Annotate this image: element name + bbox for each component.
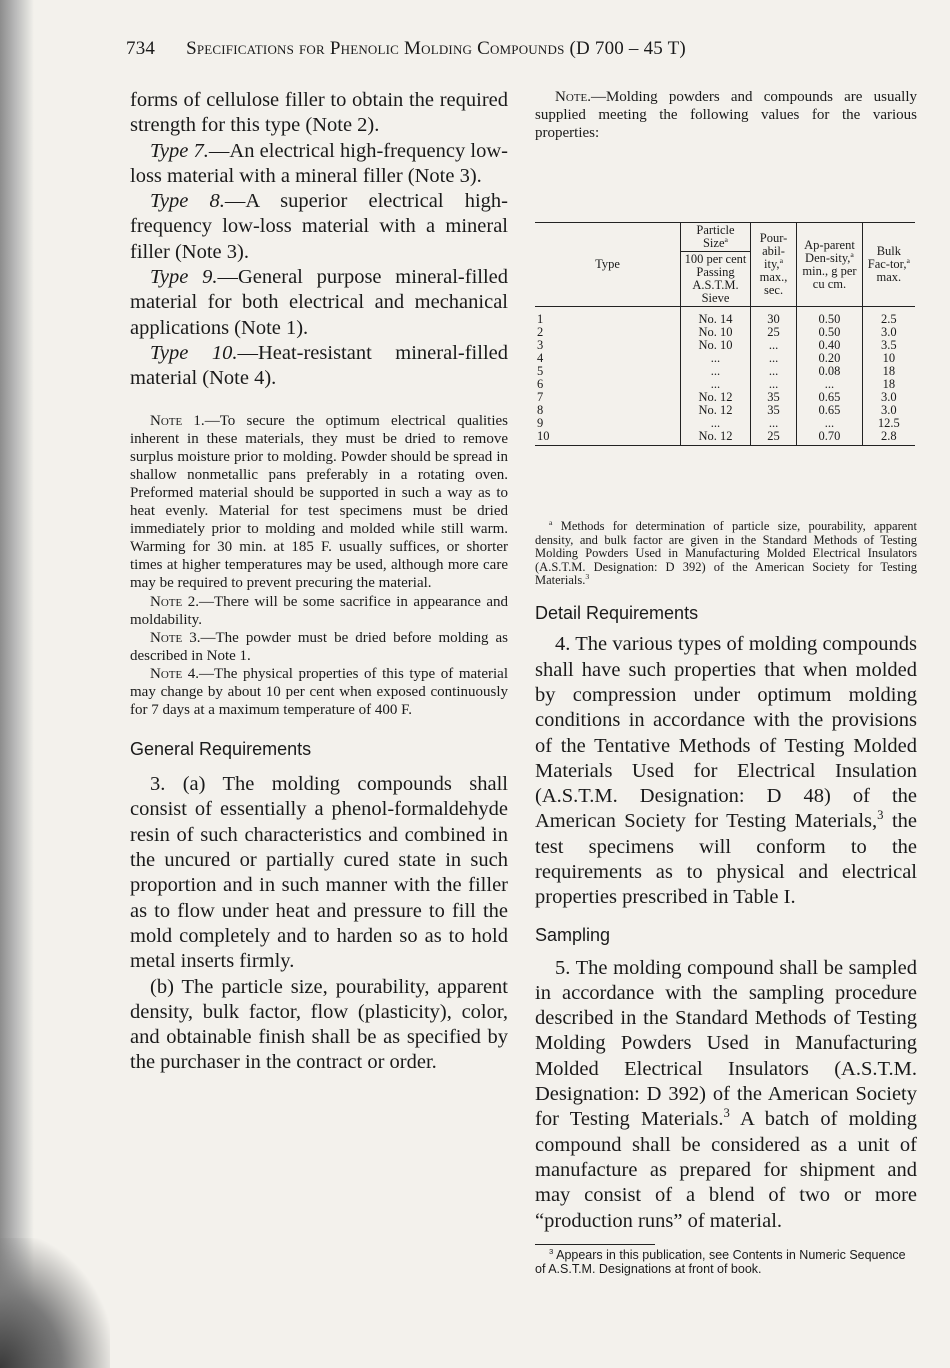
footnote-a-ref: 3 bbox=[585, 571, 590, 581]
properties-table bbox=[535, 222, 915, 446]
paragraph-3b-number: (b) bbox=[150, 975, 174, 998]
footnote-3-text: Appears in this publication, see Contents in Numeric Sequence of A.S.T.M. Designations at front of book. bbox=[535, 1247, 906, 1276]
detail-requirements-heading: Detail Requirements bbox=[535, 603, 699, 624]
col-header-bulk-factor: Bulk Fac-tor,$^a$ max. bbox=[862, 223, 915, 307]
col-header-type: Type bbox=[535, 223, 681, 307]
note-4 bbox=[130, 665, 508, 719]
paragraph-5 bbox=[535, 956, 917, 1234]
footnote-a-text: Methods for determination of particle size, pourability, apparent density, and bulk factor are given in the Standard Methods of Testing Molding Powders Used in Manufacturing Molded Electrical Insulators (A.S.T.M. Designation: D 392) of the American Society for Testing Materials. bbox=[535, 519, 918, 587]
paragraph-4-number: 4. bbox=[555, 633, 571, 656]
table-row: 2 No. 10 25 0.50 3.0 bbox=[537, 325, 897, 340]
note-2-label: Note 2. bbox=[150, 593, 199, 610]
paragraph-4 bbox=[535, 632, 917, 910]
note-3-text: —The powder must be dried before molding as described in Note 1. bbox=[130, 629, 508, 664]
table-footnote-a bbox=[535, 520, 917, 587]
note-1-label: Note 1. bbox=[150, 412, 205, 429]
note-3-label: Note 3. bbox=[150, 629, 201, 646]
type8-paragraph bbox=[130, 189, 508, 265]
header-title: Specifications for Phenolic Molding Compounds bbox=[186, 38, 565, 59]
paragraph-4-text: The various types of molding compounds shall have such properties that when molded by compression under optimum molding conditions in accordance with the provisions of the Tentative Methods of Testing Molded Materials Used for Electrical Insulation (A.S.T.M. Designation: D 48) of the American Society for Testing Materials, bbox=[535, 633, 917, 833]
paragraph-4-ref: 3 bbox=[877, 808, 884, 823]
type9-text: —General purpose mineral-filled material for both electrical and mechanical applications (Note 1). bbox=[130, 266, 509, 339]
table-row: 7 No. 12 35 0.65 3.0 bbox=[537, 390, 897, 405]
type8-label: Type 8. bbox=[150, 190, 225, 213]
paragraph-5-text-2: A batch of molding compound shall be considered as a unit of manufacture as prepared for shipment and may consist of a blend of two or more “production runs” of material. bbox=[535, 1108, 917, 1232]
sampling-heading: Sampling bbox=[535, 924, 611, 945]
type10-label: Type 10. bbox=[150, 341, 238, 364]
type9-paragraph bbox=[130, 265, 508, 341]
col-header-sieve: 100 per cent Passing A.S.T.M. Sieve bbox=[681, 252, 751, 307]
type8-text: —A superior electrical high-frequency low-loss material with a mineral filler (Note 3). bbox=[130, 190, 508, 263]
paragraph-3b-text: The particle size, pourability, apparent density, bulk factor, flow (plasticity), color, and obtainable finish shall be as specified by the purchaser in the contract or order. bbox=[130, 975, 508, 1074]
note-3 bbox=[130, 629, 508, 665]
table-intro-text: —Molding powders and compounds are usually supplied meeting the following values for the various properties: bbox=[535, 89, 917, 142]
footnote-3-mark: 3 bbox=[549, 1246, 554, 1256]
paragraph-5-text: The molding compound shall be sampled in accordance with the sampling procedure described in the Standard Methods of Testing Molding Powders Used in Manufacturing Molded Electrical Insulators (A.S.T.M. Designation: D 392) of the American Society for Testing Materials. bbox=[535, 956, 917, 1131]
note-1-text: —To secure the optimum electrical qualities inherent in these materials, they must be dried to remove surplus moisture prior to molding. Powder should be spread in shallow nonmetallic pans preferably in a rotating oven. Preformed material should be supported in such a way as to heat evenly. Material for test specimens must be dried immediately prior to molding and molded while still warm. Warming for 30 min. at 185 F. usually suffices, or shorter times at higher temperatures may be used, although more care may be required to prevent precuring the material. bbox=[130, 412, 508, 592]
page-number: 734 bbox=[126, 38, 156, 59]
table-row: 6 ... ... ... 18 bbox=[537, 377, 896, 392]
note-4-label: Note 4. bbox=[150, 665, 200, 682]
running-header bbox=[126, 38, 886, 60]
table-row: 9 ... ... ... 12.5 bbox=[537, 416, 900, 431]
table-row: 1 No. 14 30 0.50 2.5 bbox=[535, 307, 915, 327]
corner-shadow bbox=[0, 1238, 110, 1368]
footnote-3 bbox=[535, 1248, 917, 1276]
paragraph-continuation: forms of cellulose filler to obtain the required strength for this type (Note 2). bbox=[130, 89, 508, 137]
paragraph-3a bbox=[130, 772, 508, 974]
table-row: 4 ... ... 0.20 10 bbox=[537, 351, 896, 366]
table-row: 5 ... ... 0.08 18 bbox=[537, 364, 896, 379]
book-spine-shadow bbox=[0, 0, 34, 1368]
note-2 bbox=[130, 593, 508, 629]
table-intro-label: Note. bbox=[555, 89, 591, 105]
footnote-a-mark: a bbox=[549, 518, 553, 528]
type7-text: —An electrical high-frequency low-loss material with a mineral filler (Note 3). bbox=[130, 139, 508, 187]
left-column bbox=[130, 88, 508, 1076]
note-4-text: —The physical properties of this type of material may change by about 10 per cent when exposed continuously for 7 days at a maximum temperature of 400 F. bbox=[130, 665, 508, 719]
paragraph-4-text-2: the test specimens will conform to the requirements as to physical and electrical properties prescribed in Table I. bbox=[535, 810, 917, 909]
header-designation: (D 700 – 45 T) bbox=[569, 38, 686, 59]
type7-paragraph bbox=[130, 139, 508, 190]
general-requirements-heading: General Requirements bbox=[130, 739, 312, 760]
col-header-particle-size: Particle Size$^a$ bbox=[681, 223, 751, 252]
type7-label: Type 7. bbox=[150, 139, 209, 162]
type9-label: Type 9. bbox=[150, 266, 218, 289]
note-2-text: —There will be some sacrifice in appearance and moldability. bbox=[130, 593, 508, 628]
paragraph-3b bbox=[130, 975, 508, 1076]
paragraph-5-ref: 3 bbox=[723, 1106, 730, 1121]
right-column bbox=[535, 88, 917, 1276]
note-1 bbox=[130, 412, 508, 593]
paragraph-3a-number: 3. (a) bbox=[150, 773, 206, 796]
paragraph-5-number: 5. bbox=[555, 956, 571, 979]
table-row: 8 No. 12 35 0.65 3.0 bbox=[537, 403, 897, 418]
type10-paragraph bbox=[130, 341, 508, 392]
type10-text: —Heat-resistant mineral-filled material (Note 4). bbox=[130, 341, 508, 390]
table-row: 10 No. 12 25 0.70 2.8 bbox=[535, 430, 915, 446]
table-intro-note bbox=[535, 88, 917, 142]
col-header-density: Ap-parent Den-sity,$^a$ min., g per cu cm. bbox=[797, 223, 862, 307]
footnote-rule bbox=[535, 1244, 655, 1245]
col-header-pourability: Pour-abil-ity,$^a$ max., sec. bbox=[750, 223, 796, 307]
paragraph-3a-text: The molding compounds shall consist of essentially a phenol-formaldehyde resin of such characteristics and combined in the uncured or partially cured state in such proportion and in such manner with the filler as to flow under heat and pressure to fill the mold completely and to harden so as to hold metal inserts firmly. bbox=[130, 773, 508, 973]
table-row: 3 No. 10 ... 0.40 3.5 bbox=[537, 338, 897, 353]
